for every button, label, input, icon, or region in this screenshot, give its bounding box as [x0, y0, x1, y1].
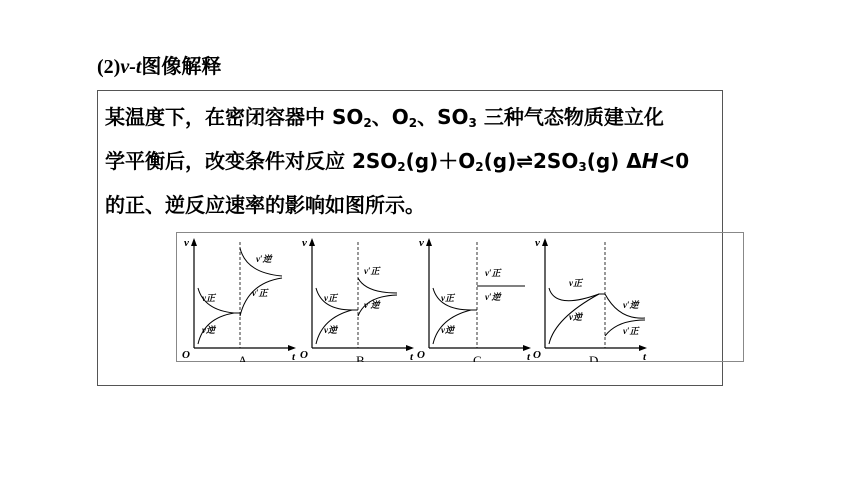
- panel-a-axis-x-label: t: [292, 351, 296, 362]
- panel-d-group: [533, 237, 647, 362]
- panel-d-label-before-top: v正: [569, 278, 582, 288]
- content-box: [97, 90, 723, 386]
- panel-b-label-after-top: v′正: [364, 266, 380, 276]
- panel-b-label-before-bottom: v逆: [324, 325, 337, 335]
- panel-d-label-before-bottom: v逆: [569, 312, 582, 322]
- panel-b-panel-label: B: [356, 353, 365, 362]
- equilibrium-arrow: ⇌: [516, 149, 533, 173]
- panel-a-y-arrow: [191, 238, 197, 246]
- line1-text3: 、SO: [417, 105, 469, 129]
- line1-sub1: 2: [363, 116, 372, 130]
- line3-text: 的正、逆反应速率的影响如图所示。: [105, 193, 425, 217]
- panel-b-forward-curve: [316, 288, 358, 310]
- panel-b-y-arrow: [309, 238, 315, 246]
- heading-suffix: 图像解释: [141, 56, 222, 78]
- panel-c-y-arrow: [426, 238, 432, 246]
- panel-b-label-after-bottom: v′逆: [364, 300, 380, 310]
- heading-prefix: (2): [97, 56, 121, 78]
- panel-b-after-top-curve: [358, 278, 397, 293]
- panel-a-label-before-bottom: v逆: [202, 325, 215, 335]
- panel-c-reverse-curve: [433, 310, 477, 344]
- panel-c-label-before-top: v正: [441, 293, 454, 303]
- section-heading: [97, 50, 221, 79]
- panel-d-origin-label: O: [533, 349, 541, 361]
- panel-b-group: [300, 237, 414, 362]
- panel-c-label-after-top: v′正: [485, 268, 501, 278]
- panel-b-origin-label: O: [300, 349, 308, 361]
- panel-d-y-arrow: [542, 238, 548, 246]
- enthalpy-symbol: H: [641, 149, 659, 173]
- line1-text: 某温度下，在密闭容器中 SO: [105, 105, 364, 129]
- panel-a-axis-y-label: v: [184, 237, 189, 249]
- vt-graphs-svg: [176, 232, 744, 362]
- panel-c-panel-label: C: [473, 353, 482, 362]
- paragraph-line-1: [105, 95, 717, 139]
- panel-d-label-after-top: v′逆: [623, 300, 639, 310]
- line1-text2: 、O: [371, 105, 409, 129]
- line2-text3: (g): [483, 149, 517, 173]
- panel-d-axis-y-label: v: [535, 237, 540, 249]
- panel-d-panel-label: D: [589, 353, 599, 362]
- line2-text4: 2SO: [533, 149, 579, 173]
- line2-text6: <0: [658, 149, 690, 173]
- panel-d-axis-x-label: t: [643, 351, 647, 362]
- line2-sub3: 3: [578, 160, 587, 174]
- panel-c-axis-y-label: v: [419, 237, 424, 249]
- panel-a-label-after-bottom: v′正: [252, 288, 268, 298]
- paragraph-line-3: [105, 183, 717, 227]
- panel-c-origin-label: O: [417, 349, 425, 361]
- panel-a-label-before-top: v正: [202, 293, 215, 303]
- heading-var: v-t: [120, 56, 142, 78]
- panel-c-group: [417, 237, 531, 362]
- line1-text4: 三种气态物质建立化: [476, 105, 664, 129]
- line2-sub2: 2: [475, 160, 484, 174]
- graph-panels: [182, 237, 647, 362]
- line2-text2: (g)＋O: [405, 149, 476, 173]
- line2-sub1: 2: [397, 160, 406, 174]
- vt-figure: [176, 232, 744, 362]
- panel-d-label-after-bottom: v′正: [623, 326, 639, 336]
- panel-b-label-before-top: v正: [324, 293, 337, 303]
- line1-sub2: 2: [408, 116, 418, 130]
- paragraph-line-2: [105, 139, 717, 183]
- panel-a-origin-label: O: [182, 349, 190, 361]
- panel-c-axis-x-label: t: [527, 351, 531, 362]
- panel-b-reverse-curve: [316, 310, 358, 344]
- panel-d-forward-curve: [549, 288, 605, 301]
- panel-a-panel-label: A: [238, 353, 248, 362]
- panel-a-label-after-top: v′逆: [256, 254, 272, 264]
- line1-sub3: 3: [468, 116, 477, 130]
- panel-c-forward-curve: [433, 288, 477, 310]
- panel-b-axis-x-label: t: [410, 351, 414, 362]
- panel-c-label-after-bottom: v′逆: [485, 292, 501, 302]
- problem-paragraph: [105, 95, 717, 227]
- panel-a-group: [182, 237, 296, 362]
- line2-text: 学平衡后，改变条件对反应 2SO: [105, 149, 398, 173]
- panel-b-axis-y-label: v: [302, 237, 307, 249]
- panel-c-label-before-bottom: v逆: [441, 325, 454, 335]
- line2-text5: (g) Δ: [586, 149, 642, 173]
